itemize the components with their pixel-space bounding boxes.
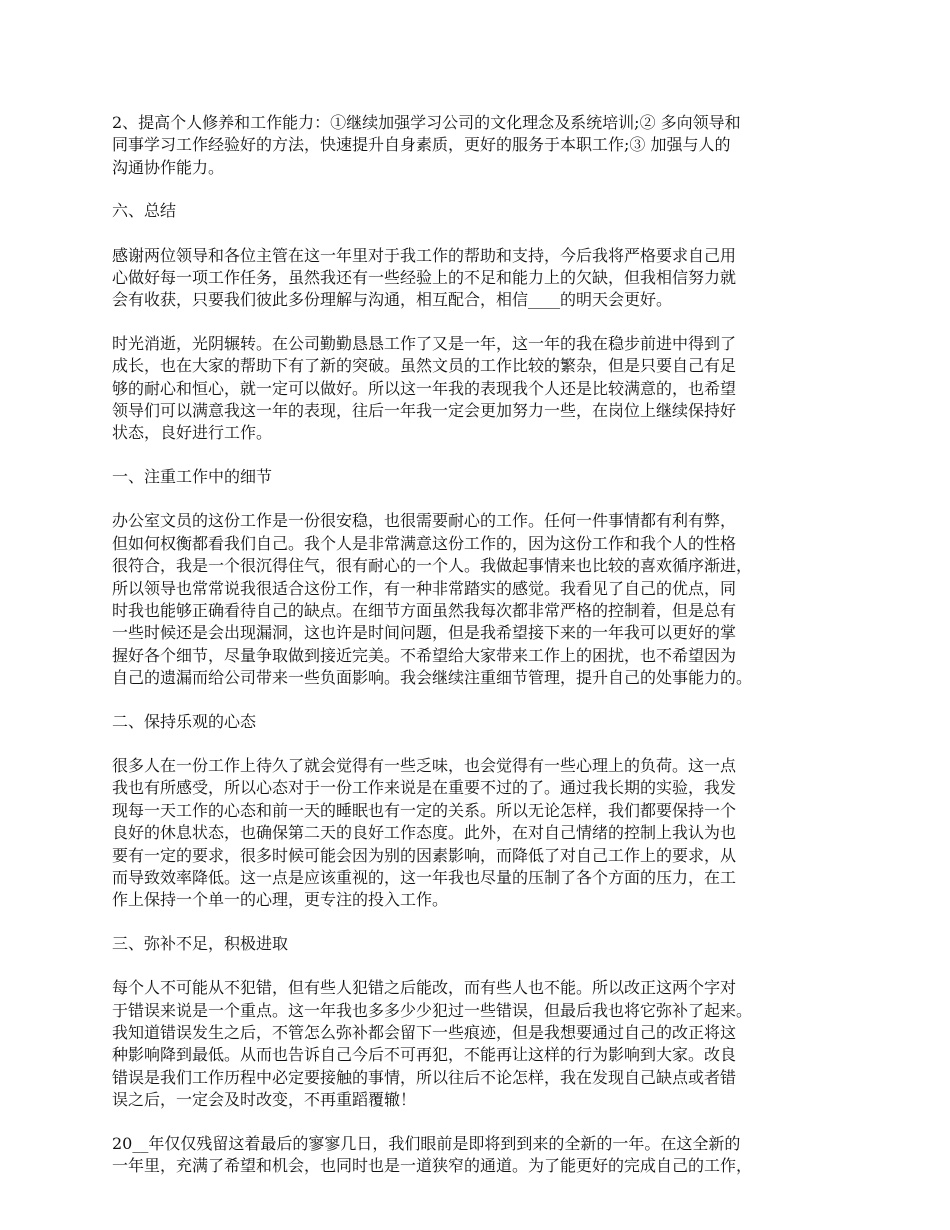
heading-summary: 六、总结 (112, 201, 177, 221)
paragraph-year-review: 时光消逝，光阴辗转。在公司勤勤恳恳工作了又是一年，这一年的我在稳步前进中得到了 成长，也在大家的帮助下有了新的突破。虽然文员的工作比较的繁杂，但是只要自己有足 够的耐心和恒心，就一定可以做好。所以这一年我的表现我个人还是比较满意的，也希望 领导们可以满意我这一年的表现，往后一年我一定会更加努力一些，在岗位上继续保持好 状态，良好进行工作。 (112, 333, 737, 443)
paragraph-optimistic-attitude: 很多人在一份工作上待久了就会觉得有一些乏味，也会觉得有一些心理上的负荷。这一点 我也有所感受，所以心态对于一份工作来说是在重要不过的了。通过我长期的实验，我发 现每一天工作的心态和前一天的睡眠也有一定的关系。所以无论怎样，我们都要保持一个 良好的休息状态，也确保第二天的良好工作态度。此外，在对自己情绪的控制上我认为也 要有一定的要求，很多时候可能会因为别的因素影响，而降低了对自己工作上的要求，从 而导致效率降低。这一点是应该重视的，这一年我也尽量的压制了各个方面的压力，在工 作上保持一个单一的心理，更专注的投入工作。 (112, 755, 737, 910)
paragraph-make-up-shortcomings: 每个人不可能从不犯错，但有些人犯错之后能改，而有些人也不能。所以改正这两个字对 于错误来说是一个重点。这一年我也多多少少犯过一些错误，但最后我也将它弥补了起来。 我知道错误发生之后，不管怎么弥补都会留下一些痕迹，但是我想要通过自己的改正将这 种影响降到最低。从而也告诉自己今后不可再犯，不能再让这样的行为影响到大家。改良 错误是我们工作历程中必定要接触的事情，所以往后不论怎样，我在发现自己缺点或者错 误之后，一定会及时改变，不再重蹈覆辙！ (112, 978, 753, 1110)
document-page (112, 112, 846, 1198)
paragraph-improve-skills: 2、提高个人修养和工作能力：①继续加强学习公司的文化理念及系统培训;② 多向领导和 同事学习工作经验好的方法，快速提升自身素质，更好的服务于本职工作;③ 加强与人的 沟通协作能力。 (112, 113, 741, 177)
paragraph-thanks: 感谢两位领导和各位主管在这一年里对于我工作的帮助和支持，今后我将严格要求自己用 心做好每一项工作任务，虽然我还有一些经验上的不足和能力上的欠缺，但我相信努力就 会有收获，只要我们彼此多份理解与沟通，相互配合，相信____的明天会更好。 (112, 245, 737, 310)
paragraph-new-year: 20__年仅仅残留这着最后的寥寥几日，我们眼前是即将到到来的全新的一年。在这全新的 一年里，充满了希望和机会，也同时也是一道狭窄的通道。为了能更好的完成自己的工作， (112, 1133, 753, 1176)
heading-make-up-shortcomings: 三、弥补不足，积极进取 (112, 933, 289, 953)
heading-attention-to-detail: 一、注重工作中的细节 (112, 466, 273, 486)
paragraph-attention-to-detail: 办公室文员的这份工作是一份很安稳，也很需要耐心的工作。任何一件事情都有利有弊， 但如何权衡都看我们自己。我个人是非常满意这份工作的，因为这份工作和我个人的性格 很符合，我是一个很沉得住气，很有耐心的一个人。我做起事情来也比较的喜欢循序渐进， 所以领导也常常说我很适合这份工作，有一种非常踏实的感觉。我看见了自己的优点，同 时我也能够正确看待自己的缺点。在细节方面虽然我每次都非常严格的控制着，但是总有 一些时候还是会出现漏洞，这也许是时间问题，但是我希望接下来的一年我可以更好的掌 握好各个细节，尽量争取做到接近完美。不希望给大家带来工作上的困扰，也不希望因为 自己的遗漏而给公司带来一些负面影响。我会继续注重细节管理，提升自己的处事能力的。 (112, 511, 753, 688)
heading-optimistic-attitude: 二、保持乐观的心态 (112, 711, 257, 731)
